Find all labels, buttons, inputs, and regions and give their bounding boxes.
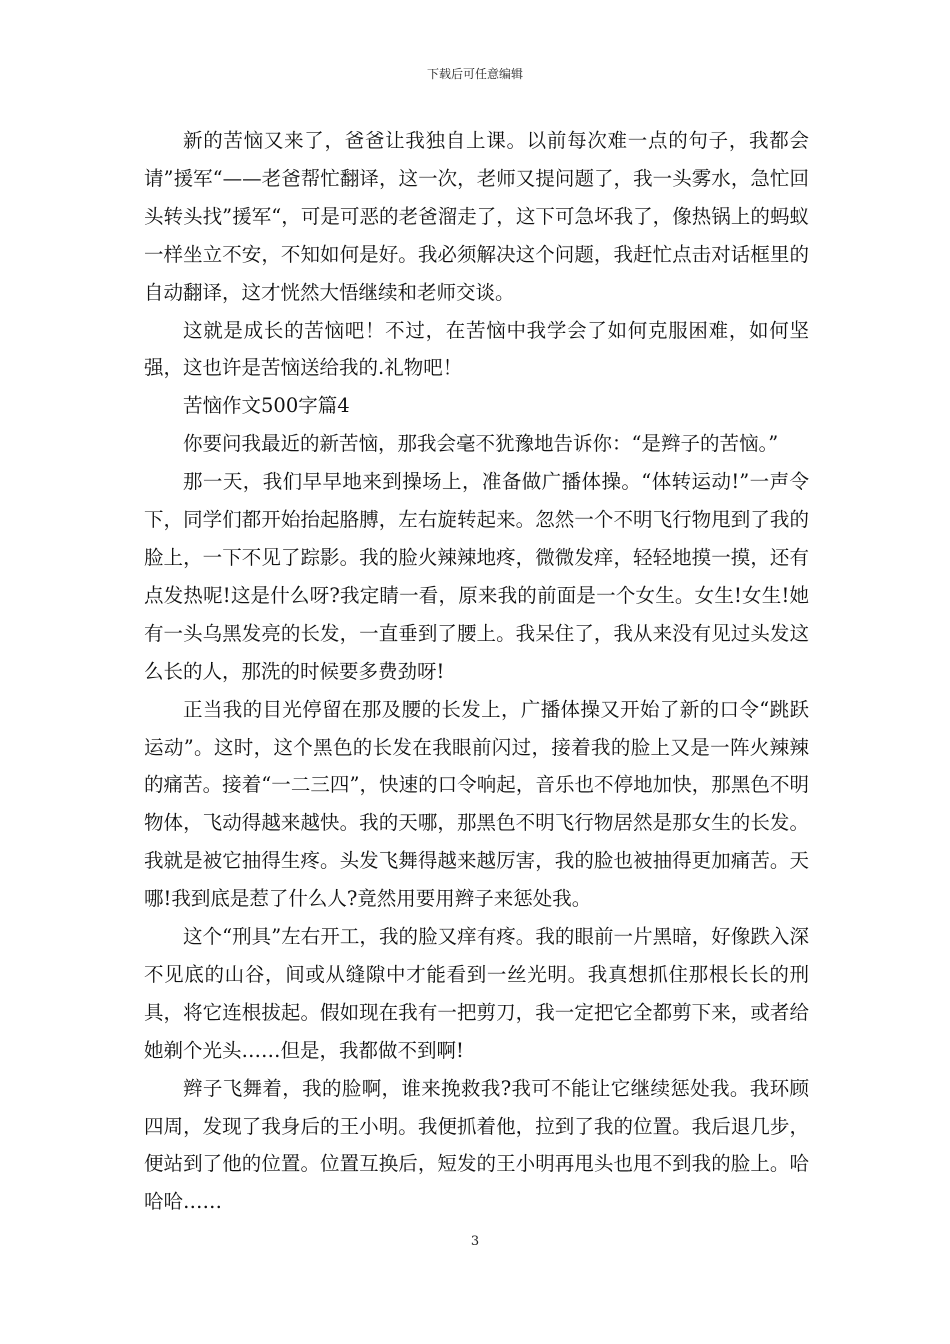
paragraph: 这个“刑具”左右开工，我的脸又痒有疼。我的眼前一片黑暗，好像跌入深不见底的山谷，间或从缝隙中才能看到一丝光明。我真想抓住那根长长的刑具，将它连根拔起。假如现在我有一把剪刀，我一定把它全都剪下来，或者给她剃个光头……但是，我都做不到啊! bbox=[144, 925, 809, 1062]
page-number: 3 bbox=[470, 1234, 480, 1249]
document-body bbox=[144, 122, 809, 1221]
paragraph: 新的苦恼又来了，爸爸让我独自上课。以前每次难一点的句子，我都会请”援军“——老爸帮忙翻译，这一次，老师又提问题了，我一头雾水，急忙回头转头找”援军“，可是可恶的老爸溜走了，这下可急坏我了，像热锅上的蚂蚁一样坐立不安，不知如何是好。我必须解决这个问题，我赶忙点击对话框里的自动翻译，这才恍然大悟继续和老师交谈。 bbox=[144, 129, 809, 304]
section-heading: 苦恼作文500字篇4 bbox=[183, 394, 350, 418]
paragraph: 你要问我最近的新苦恼，那我会毫不犹豫地告诉你：“是辫子的苦恼。” bbox=[183, 432, 779, 456]
paragraph: 这就是成长的苦恼吧！不过，在苦恼中我学会了如何克服困难，如何坚强，这也许是苦恼送给我的.礼物吧！ bbox=[144, 318, 809, 380]
paragraph: 那一天，我们早早地来到操场上，准备做广播体操。“体转运动!”一声令下，同学们都开始抬起胳膊，左右旋转起来。忽然一个不明飞行物甩到了我的脸上，一下不见了踪影。我的脸火辣辣地疼，微微发痒，轻轻地摸一摸，还有点发热呢!这是什么呀?我定睛一看，原来我的前面是一个女生。女生!女生!她有一头乌黑发亮的长发，一直垂到了腰上。我呆住了，我从来没有见过头发这么长的人，那洗的时候要多费劲呀! bbox=[144, 470, 809, 683]
paragraph: 正当我的目光停留在那及腰的长发上，广播体操又开始了新的口令“跳跃运动”。这时，这个黑色的长发在我眼前闪过，接着我的脸上又是一阵火辣辣的痛苦。接着“一二三四”，快速的口令响起，音乐也不停地加快，那黑色不明物体，飞动得越来越快。我的天哪，那黑色不明飞行物居然是那女生的长发。我就是被它抽得生疼。头发飞舞得越来越厉害，我的脸也被抽得更加痛苦。天哪!我到底是惹了什么人?竟然用要用辫子来惩处我。 bbox=[144, 697, 809, 911]
page-header: 下载后可任意编辑 bbox=[426, 67, 523, 81]
paragraph: 辫子飞舞着，我的脸啊，谁来挽救我?我可不能让它继续惩处我。我环顾四周，发现了我身后的王小明。我便抓着他，拉到了我的位置。我后退几步，便站到了他的位置。位置互换后，短发的王小明再甩头也甩不到我的脸上。哈哈哈…… bbox=[144, 1076, 809, 1214]
